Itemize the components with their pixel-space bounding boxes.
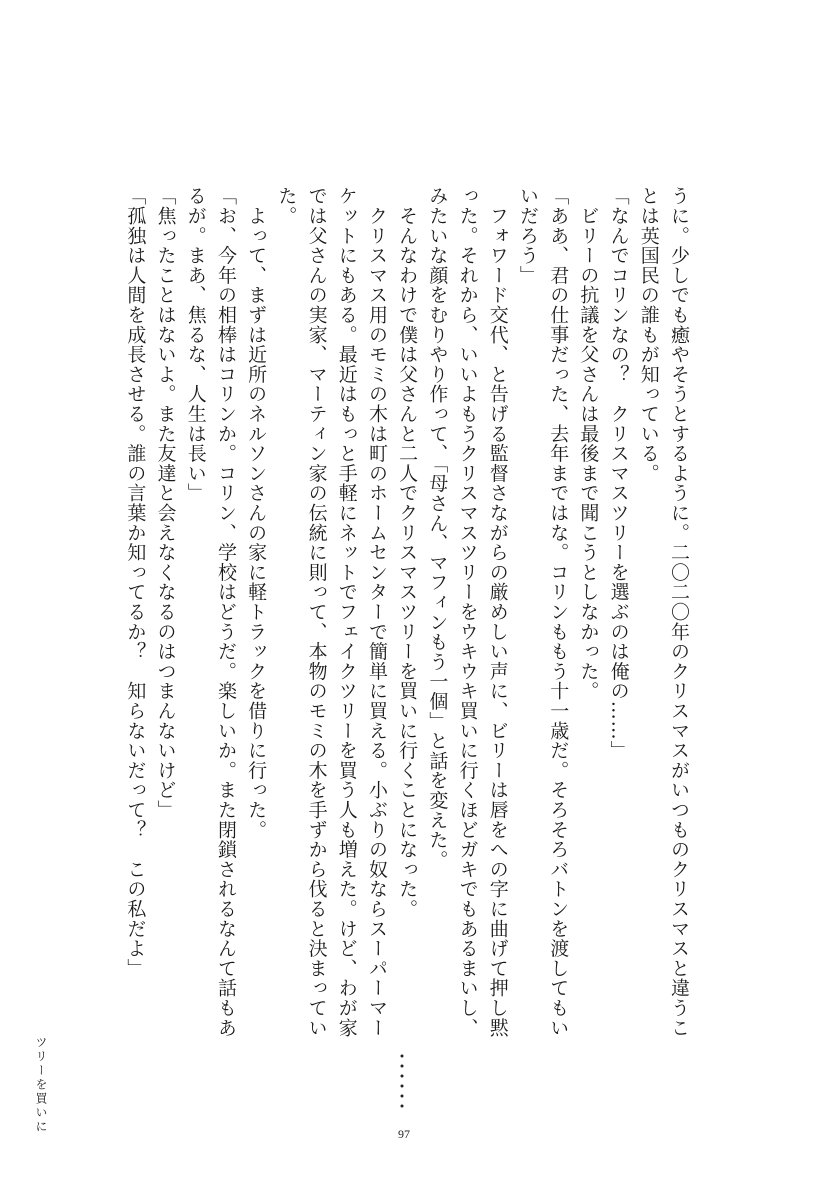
page-number: 97 (398, 1127, 410, 1141)
text-line: よって、まずは近所のネルソンさんの家に軽トラックを借りに行った。 (245, 186, 268, 840)
text-line: 「焦ったことはないよ。また友達と会えなくなるのはつまんないけど」 (154, 186, 177, 820)
text-line: 「ああ、君の仕事だった、去年まではな。コリンももう十一歳だ。そろそろバトンを渡してもい (547, 186, 570, 1038)
text-line: とは英国民の誰もが知っている。 (637, 186, 660, 483)
dotted-ornament (398, 1052, 406, 1112)
text-line: では父さんの実家、マーティン家の伝統に則って、本物のモミの木を手ずから伐ると決まってい (305, 186, 328, 1038)
text-line: ビリーの抗議を父さんは最後まで聞こうとしなかった。 (577, 186, 600, 701)
text-line: 「お、今年の相棒はコリンか。コリン、学校はどうだ。楽しいか。また閉鎖されるなんて話もあ (214, 186, 237, 1038)
text-line: フォワード交代、と告げる監督さながらの厳めしい声に、ビリーは唇をへの字に曲げて押し黙 (486, 186, 509, 1038)
text-line: 「孤独は人間を成長させる。誰の言葉か知ってるか？ 知らないだって？ この私だよ」 (124, 186, 147, 978)
text-line: ケットにもある。最近はもっと手軽にネットでフェイクツリーを買う人も増えた。けど、わが家 (335, 186, 358, 1038)
running-head: ツリーを買いに (34, 1036, 48, 1134)
text-line: った。それから、いいよもうクリスマスツリーをウキウキ買いに行くほどガキでもあるまいし、 (456, 186, 479, 1038)
text-line: クリスマス用のモミの木は町のホームセンターで簡単に買える。小ぶりの奴ならスーパーマー (365, 186, 388, 1038)
body-text (120, 186, 694, 1038)
text-line: そんなわけで僕は父さんと二人でクリスマスツリーを買いに行くことになった。 (396, 186, 419, 919)
text-line: みたいな顔をむりやり作って、「母さん、マフィンもう一個」と話を変えた。 (426, 186, 449, 870)
text-line: るが。まあ、焦るな、人生は長い」 (184, 186, 207, 503)
text-line: うに。少しでも癒やそうとするように。二〇二〇年のクリスマスがいつものクリスマスと違うこ (668, 186, 690, 1038)
text-line: いだろう」 (516, 186, 539, 285)
text-line: 「なんでコリンなの？ クリスマスツリーを選ぶのは俺の……」 (607, 186, 630, 761)
text-line: た。 (275, 186, 298, 226)
